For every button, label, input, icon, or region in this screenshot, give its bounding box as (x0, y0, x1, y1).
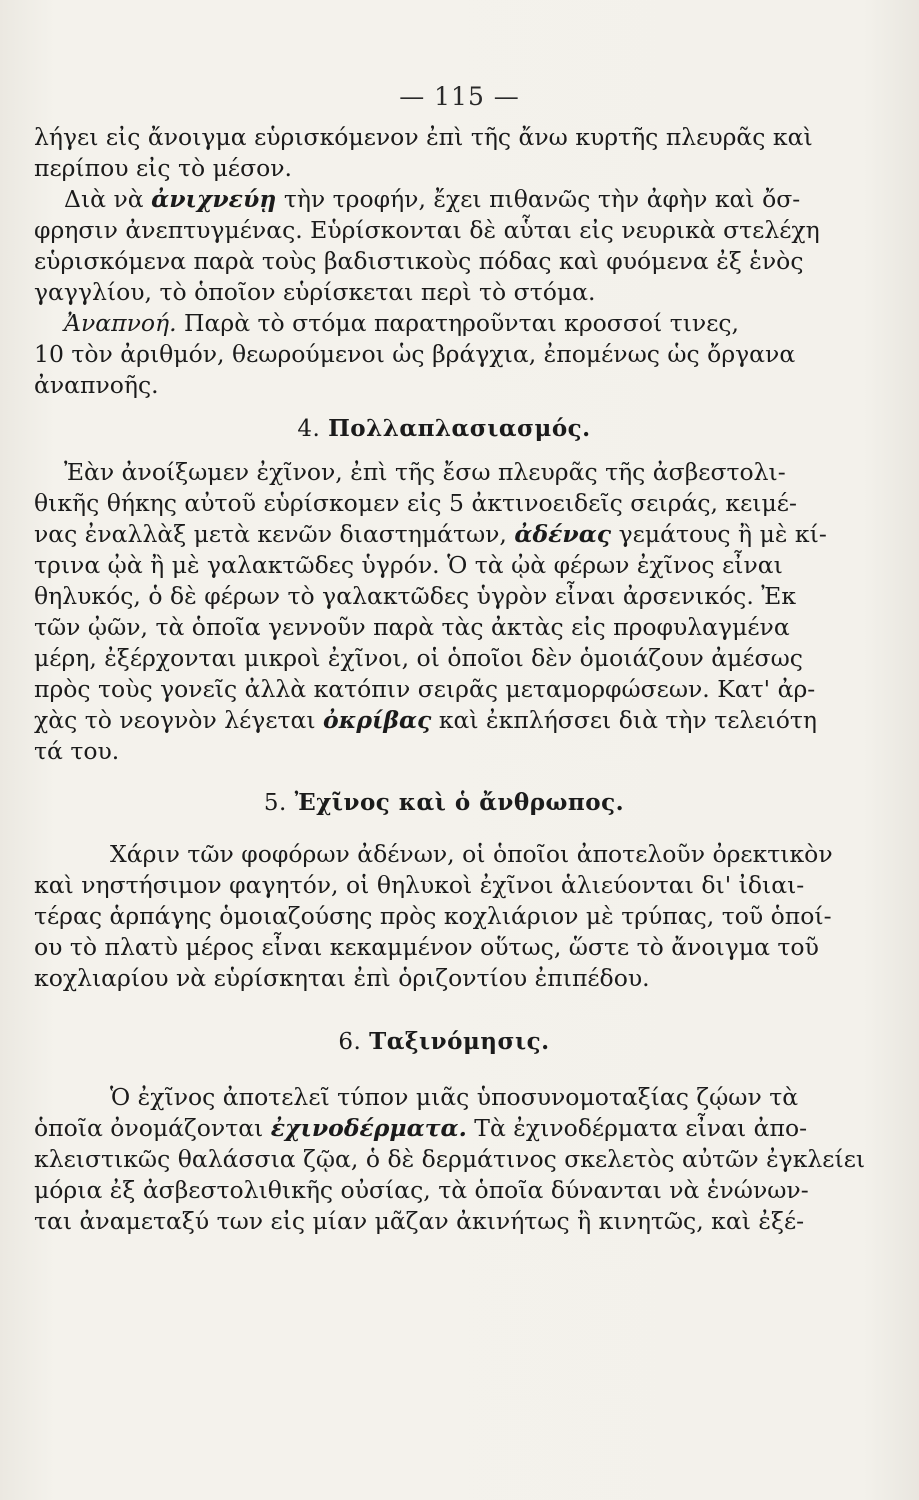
text-line: Ἐὰν ἀνοίξωμεν ἐχῖνον, ἐπὶ τῆς ἔσω πλευρᾶς τῆς ἀσβεστολι- (64, 458, 786, 486)
text-line: μέρη, ἐξέρχονται μικροὶ ἐχῖνοι, οἱ ὁποῖοι δὲν ὁμοιάζουν ἀμέσως (34, 644, 803, 672)
text-line: τρινα ᾠὰ ἢ μὲ γαλακτῶδες ὑγρόν. Ὁ τὰ ᾠὰ φέρων ἐχῖνος εἶναι (34, 551, 783, 579)
section-heading (34, 1020, 854, 1064)
text-run: χὰς τὸ νεογνὸν λέγεται (34, 706, 324, 734)
text-line: τῶν ᾠῶν, τὰ ὁποῖα γεννοῦν παρὰ τὰς ἀκτὰς εἰς προφυλαγμένα (34, 613, 790, 641)
text-run: καὶ ἐκπλήσσει διὰ τὴν τελειότη (431, 706, 817, 734)
emphasized-term: ὀκρίβας (323, 706, 432, 734)
section-title: Ταξινόμησις. (369, 1028, 550, 1055)
section-title: Πολλαπλασιασμός. (328, 415, 591, 442)
text-line: λήγει εἰς ἄνοιγμα εὑρισκόμενον ἐπὶ τῆς ἄνω κυρτῆς πλευρᾶς καὶ (34, 123, 813, 151)
text-run: Διὰ νὰ (64, 185, 152, 213)
text-line: περίπου εἰς τὸ μέσον. (34, 154, 293, 182)
text-line: γαγγλίου, τὸ ὁποῖον εὑρίσκεται περὶ τὸ στόμα. (34, 278, 596, 306)
text-run: Τὰ ἐχινοδέρματα εἶναι ἀπο- (466, 1114, 808, 1142)
text-line: Χάριν τῶν φοφόρων ἀδένων, οἱ ὁποῖοι ἀποτελοῦν ὀρεκτικὸν (110, 840, 833, 868)
text-run: γεμάτους ἢ μὲ κί- (611, 520, 827, 548)
section-title: Ἐχῖνος καὶ ὁ ἄνθρωπος. (294, 789, 625, 816)
text-line: πρὸς τοὺς γονεῖς ἀλλὰ κατόπιν σειρᾶς μεταμορφώσεων. Κατ' ἀρ- (34, 675, 816, 703)
text-run: ὁποῖα ὀνομάζονται (34, 1114, 271, 1142)
text-line (34, 1113, 854, 1144)
emphasized-term: ἐχινοδέρματα. (270, 1114, 467, 1142)
text-run: Παρὰ τὸ στόμα παρατηροῦνται κροσσοί τινες, (176, 309, 740, 337)
page-number: — 115 — (399, 82, 520, 111)
text-line: ται ἀναμεταξύ των εἰς μίαν μᾶζαν ἀκινήτως ἢ κινητῶς, καὶ ἐξέ- (34, 1207, 805, 1235)
text-run: νας ἐναλλὰξ μετὰ κενῶν διαστημάτων, (34, 520, 515, 548)
text-line: ου τὸ πλατὺ μέρος εἶναι κεκαμμένον οὕτως, ὥστε τὸ ἄνοιγμα τοῦ (34, 933, 819, 961)
text-line: ἀναπνοῆς. (34, 371, 159, 399)
text-line: φρησιν ἀνεπτυγμένας. Εὑρίσκονται δὲ αὗται εἰς νευρικὰ στελέχη (34, 216, 820, 244)
emphasized-term: ἀνιχνεύῃ (151, 185, 277, 213)
text-line: κλειστικῶς θαλάσσια ζῷα, ὁ δὲ δερμάτινος σκελετὸς αὐτῶν ἐγκλείει (34, 1145, 866, 1173)
section-heading (34, 407, 854, 451)
text-line (34, 308, 854, 339)
text-line: κοχλιαρίου νὰ εὑρίσκηται ἐπὶ ὁριζοντίου ἐπιπέδου. (34, 964, 650, 992)
emphasized-term: Ἀναπνοή. (64, 309, 177, 337)
text-line: μόρια ἐξ ἀσβεστολιθικῆς οὐσίας, τὰ ὁποῖα δύνανται νὰ ἑνώνων- (34, 1176, 809, 1204)
text-line: τέρας ἁρπάγης ὁμοιαζούσης πρὸς κοχλιάριον μὲ τρύπας, τοῦ ὁποί- (34, 902, 832, 930)
section-number: 5. (263, 790, 295, 816)
section-number: 4. (297, 416, 329, 442)
text-line (34, 705, 854, 736)
text-line: θηλυκός, ὁ δὲ φέρων τὸ γαλακτῶδες ὑγρὸν εἶναι ἀρσενικός. Ἐκ (34, 582, 797, 610)
text-line: τά του. (34, 737, 120, 765)
text-line: εὑρισκόμενα παρὰ τοὺς βαδιστικοὺς πόδας καὶ φυόμενα ἐξ ἑνὸς (34, 247, 804, 275)
text-line (34, 519, 854, 550)
text-line: θικῆς θήκης αὐτοῦ εὑρίσκομεν εἰς 5 ἀκτινοειδεῖς σειράς, κειμέ- (34, 489, 797, 517)
text-line: Ὁ ἐχῖνος ἀποτελεῖ τύπον μιᾶς ὑποσυνομοταξίας ζῴων τὰ (110, 1083, 799, 1111)
section-number: 6. (338, 1029, 370, 1055)
text-line: καὶ νηστήσιμον φαγητόν, οἱ θηλυκοὶ ἐχῖνοι ἁλιεύονται δι' ἰδιαι- (34, 871, 805, 899)
section-heading (34, 781, 854, 825)
text-run: τὴν τροφήν, ἔχει πιθανῶς τὴν ἀφὴν καὶ ὄσ- (276, 185, 801, 213)
text-line: 10 τὸν ἀριθμόν, θεωρούμενοι ὡς βράγχια, ἐπομένως ὡς ὄργανα (34, 340, 796, 368)
page-body (34, 122, 866, 1237)
emphasized-term: ἀδένας (514, 520, 612, 548)
text-line (34, 184, 854, 215)
